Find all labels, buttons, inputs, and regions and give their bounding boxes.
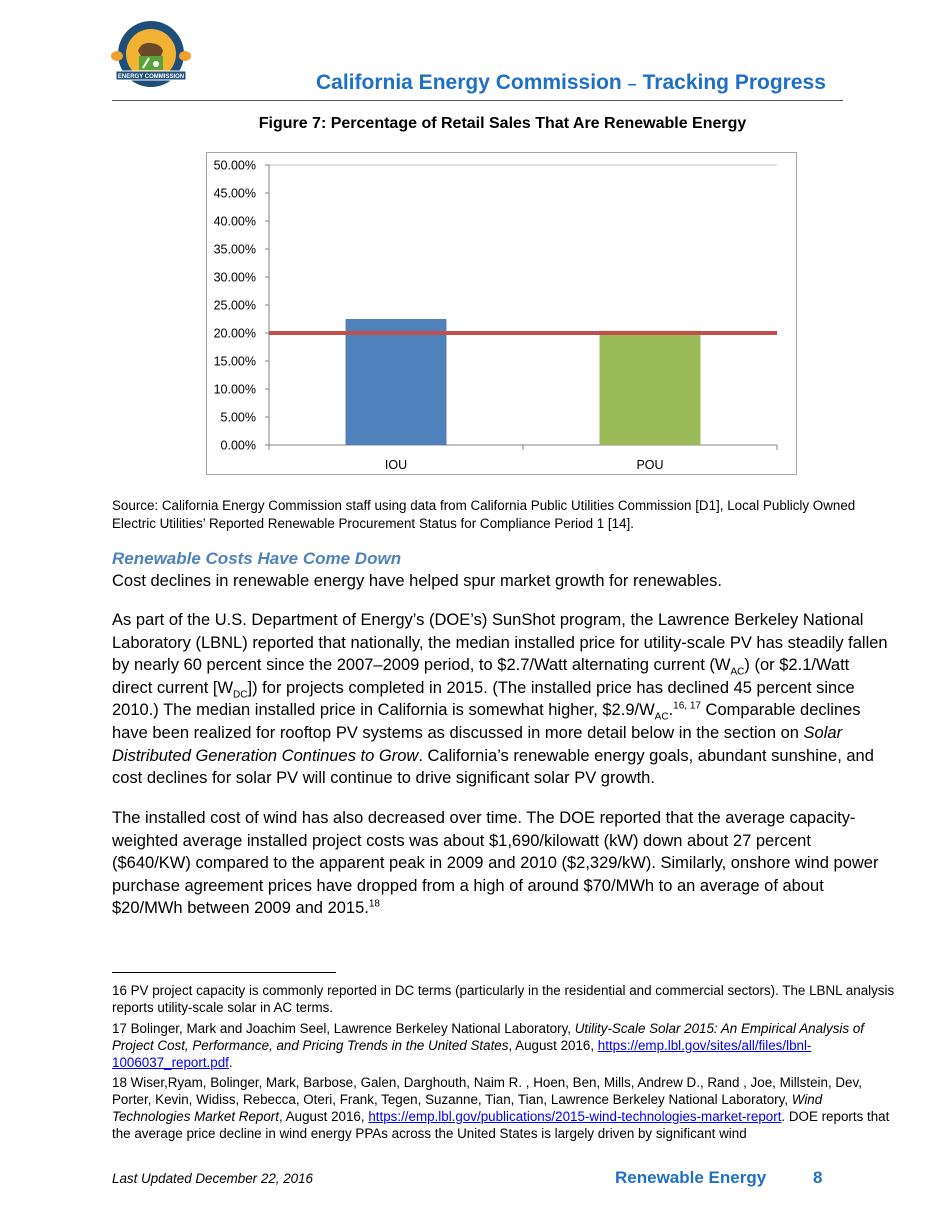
y-tick-label: 40.00% xyxy=(213,214,256,229)
footnote-16: 16 PV project capacity is commonly reported in DC terms (particularly in the residential and commercial sectors). The LBNL analysis reports utility-scale solar in AC terms. xyxy=(112,983,895,1015)
citation-title: Wind Technologies Market Report xyxy=(112,1092,823,1124)
svg-text:ENERGY COMMISSION: ENERGY COMMISSION xyxy=(117,74,185,80)
text-run: . xyxy=(228,1055,233,1070)
y-tick-label: 45.00% xyxy=(213,186,256,201)
text-run: ) (or $2.1/Watt direct current [W xyxy=(112,656,850,697)
y-tick-label: 35.00% xyxy=(213,242,256,257)
bar-pou xyxy=(600,331,701,445)
commission-logo xyxy=(111,18,191,94)
y-tick-label: 20.00% xyxy=(213,326,256,341)
subscript: AC xyxy=(730,666,745,678)
y-tick-label: 50.00% xyxy=(213,158,256,173)
text-run: 18 Wiser,Ryam, Bolinger, Mark, Barbose, Galen, Darghouth, Naim R. , Hoen, Ben, Mills, Andrew D., Rand , Joe, Millstein, Dev, Porter, Kevin, Widiss, Rebecca, Oteri, Frank, Tegen, Suzanne, Tian, Tian, Lawrence Berkeley National Laboratory, xyxy=(112,1075,862,1107)
y-tick-label: 15.00% xyxy=(213,354,256,369)
text-run: , August 2016, xyxy=(278,1109,369,1124)
bar-chart xyxy=(206,152,797,475)
footnote-ref-16-17[interactable]: 16, 17 xyxy=(673,700,701,712)
figure-source: Source: California Energy Commission staff using data from California Public Utilities Commission [D1], Local Publicly Owned Electric Utilities’ Reported Renewable Procurement Status for Compliance Period 1 [14]. xyxy=(112,498,856,531)
footnote-17-link[interactable]: https://emp.lbl.gov/sites/all/files/lbnl-1006037_report.pdf xyxy=(112,1038,812,1070)
footnote-18 xyxy=(112,1074,902,1142)
footnote-17 xyxy=(112,1020,902,1071)
header-title xyxy=(316,71,826,95)
seal-icon xyxy=(111,18,191,94)
y-tick-label: 25.00% xyxy=(213,298,256,313)
footnote-ref-18[interactable]: 18 xyxy=(368,898,380,910)
text-run: The installed cost of wind has also decreased over time. The DOE reported that the average capacity-weighted average installed project costs was about $1,690/kilowatt (kW) down about 27 percent ($640/KW) compared to the apparent peak in 2009 and 2010 ($2,329/kW). Similarly, onshore wind power purchase agreement prices have dropped from a high of around $70/MWh to an average of about $20/MWh between 2009 and 2015. xyxy=(112,809,879,918)
text-run: ]) for projects completed in 2015. (The installed price has declined 45 percent since 2010.) The median installed price in California is somewhat higher, $2.9/W xyxy=(112,678,855,720)
y-tick-label: 10.00% xyxy=(213,382,256,397)
footer-section-title: Renewable Energy xyxy=(615,1168,767,1187)
text-run: Comparable declines have been realized for rooftop PV systems as discussed in more detail below in the section on xyxy=(112,701,861,742)
figure-title: Figure 7: Percentage of Retail Sales That Are Renewable Energy xyxy=(258,115,747,132)
header-divider xyxy=(112,100,843,101)
y-tick-label: 30.00% xyxy=(213,270,256,285)
subscript: DC xyxy=(233,689,248,701)
text-run: 17 Bolinger, Mark and Joachim Seel, Lawrence Berkeley National Laboratory, xyxy=(112,1021,575,1036)
footnote-divider xyxy=(112,972,336,973)
section-reference: Solar Distributed Generation Continues to Grow xyxy=(112,723,843,765)
wind-paragraph xyxy=(112,807,892,920)
intro-paragraph: Cost declines in renewable energy have helped spur market growth for renewables. xyxy=(112,572,722,590)
text-run: . California’s renewable energy goals, abundant sunshine, and cost declines for solar PV will continue to drive significant solar PV growth. xyxy=(112,746,874,788)
bar-iou xyxy=(346,319,447,445)
text-run: As part of the U.S. Department of Energy’s (DOE’s) SunShot program, the Lawrence Berkeley National Laboratory (LBNL) reported that nationally, the median installed price for utility-scale PV has steadily fallen by nearly 60 percent since the 2007–2009 period, to $2.7/Watt alternating current (W xyxy=(112,611,888,675)
section-heading: Renewable Costs Have Come Down xyxy=(112,549,402,568)
chart-canvas xyxy=(207,153,798,476)
x-category-label: IOU xyxy=(384,458,408,472)
x-category-label: POU xyxy=(636,458,664,472)
footnote-18-link[interactable]: https://emp.lbl.gov/publications/2015-wind-technologies-market-report xyxy=(368,1109,782,1124)
solar-paragraph xyxy=(112,609,892,790)
y-tick-label: 0.00% xyxy=(220,438,256,453)
header-title-dash: – xyxy=(627,76,637,93)
last-updated: Last Updated December 22, 2016 xyxy=(112,1171,313,1186)
header-title-right: Tracking Progress xyxy=(642,71,826,94)
text-run: . xyxy=(668,701,674,720)
page-number: 8 xyxy=(813,1168,823,1187)
citation-title: Utility-Scale Solar 2015: An Empirical Analysis of Project Cost, Performance, and Pricing Trends in the United States xyxy=(112,1021,864,1053)
y-tick-label: 5.00% xyxy=(220,410,256,425)
text-run: . DOE reports that the average price decline in wind energy PPAs across the United States is largely driven by significant wind xyxy=(112,1109,890,1141)
text-run: , August 2016, xyxy=(508,1038,598,1053)
header-title-left: California Energy Commission xyxy=(316,71,622,94)
subscript: AC xyxy=(654,711,669,723)
